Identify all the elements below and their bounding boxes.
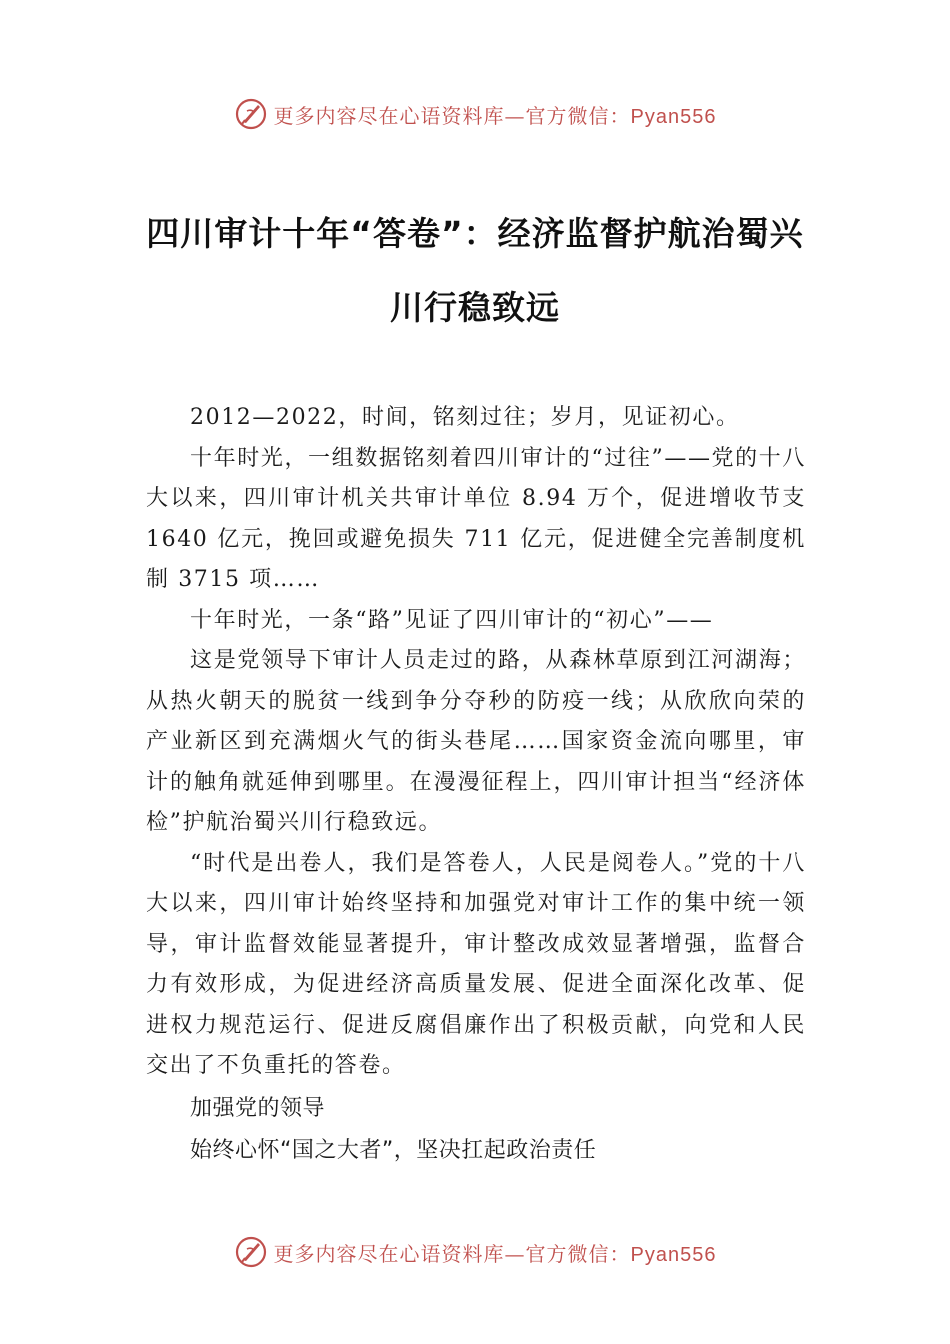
section-heading-2: 始终心怀“国之大者”，坚决扛起政治责任: [190, 1138, 597, 1163]
header-banner: [0, 94, 950, 134]
banner-text: 更多内容尽在心语资料库—官方微信：Pyan556: [273, 1241, 717, 1266]
page-title-line-1: 四川审计十年“答卷”：经济监督护航治蜀兴: [146, 214, 804, 253]
banner-wechat-id: Pyan556: [630, 105, 717, 128]
paragraph-3: 十年时光，一条“路”见证了四川审计的“初心”——: [190, 607, 714, 633]
banner-wechat-id: Pyan556: [630, 1243, 717, 1266]
article-body: [146, 398, 806, 1172]
quill-logo-icon: [234, 1235, 268, 1269]
paragraph-5: “时代是出卷人，我们是答卷人，人民是阅卷人。”党的十八大以来，四川审计始终坚持和加强党对审计工作的集中统一领导，审计监督效能显著提升，审计整改成效显著增强，监督合力有效形成，为促进经济高质量发展、促进全面深化改革、促进权力规范运行、促进反腐倡廉作出了积极贡献，向党和人民交出了不负重托的答卷。: [146, 850, 806, 1078]
footer-banner: [0, 1232, 950, 1272]
quill-logo-icon: [234, 97, 268, 131]
paragraph-4: 这是党领导下审计人员走过的路，从森林草原到江河湖海；从热火朝天的脱贫一线到争分夺秒的防疫一线；从欣欣向荣的产业新区到充满烟火气的街头巷尾……国家资金流向哪里，审计的触角就延伸到哪里。在漫漫征程上，四川审计担当“经济体检”护航治蜀兴川行稳致远。: [146, 648, 806, 835]
banner-text: 更多内容尽在心语资料库—官方微信：Pyan556: [273, 103, 717, 128]
paragraph-1: 2012—2022，时间，铭刻过往；岁月，见证初心。: [190, 405, 740, 430]
page-title-line-2: 川行稳致远: [390, 288, 560, 327]
paragraph-2: 十年时光，一组数据铭刻着四川审计的“过往”——党的十八大以来，四川审计机关共审计单位 8.94 万个，促进增收节支 1640 亿元，挽回或避免损失 711 亿元，促进健全完善制度机制 3715 项……: [146, 445, 806, 592]
section-heading-1: 加强党的领导: [190, 1095, 326, 1121]
